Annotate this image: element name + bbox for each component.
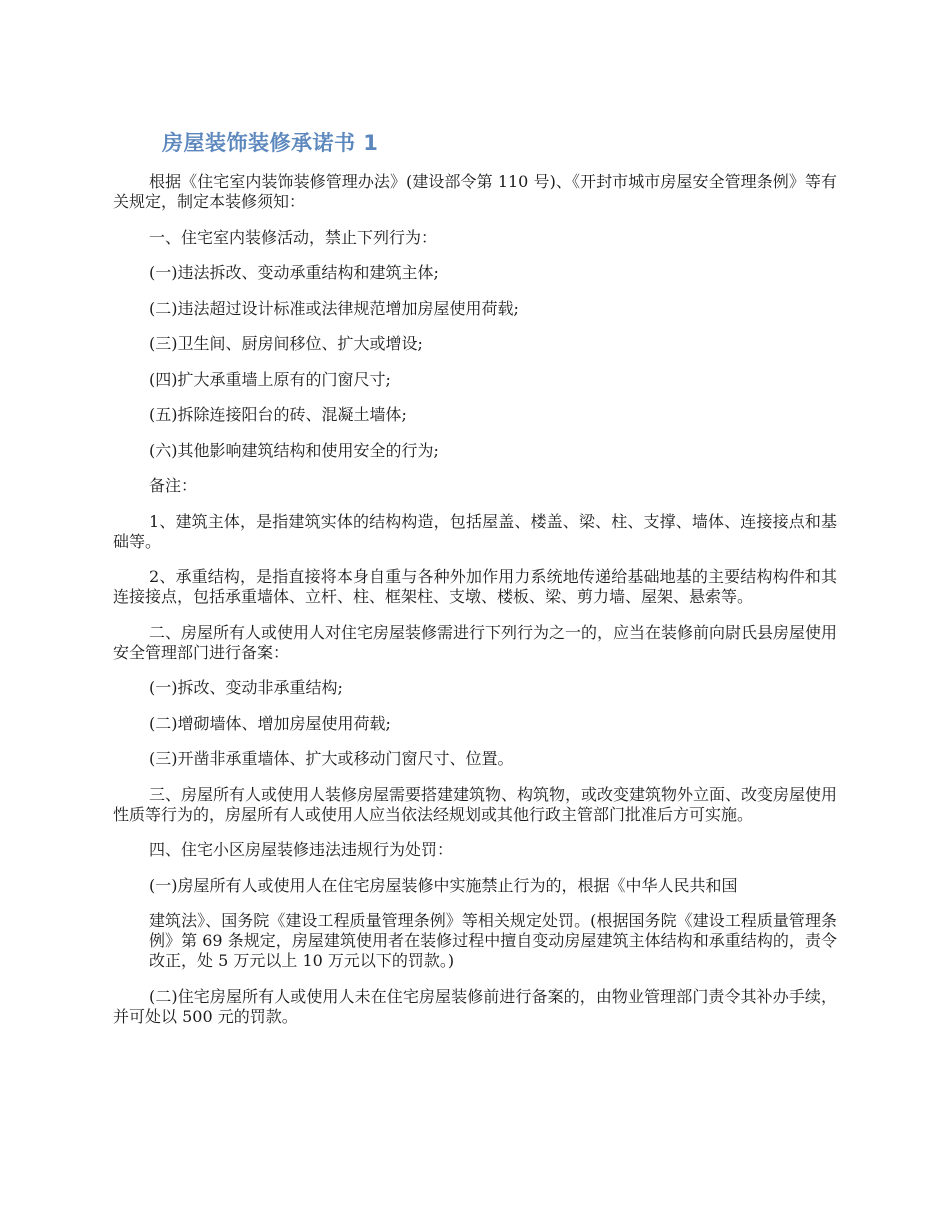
list-item-continuation: 建筑法》、国务院《建设工程质量管理条例》等相关规定处罚。(根据国务院《建设工程质量管理条例》第 69 条规定，房屋建筑使用者在装修过程中擅自变动房屋建筑主体结构和承重结构的，责令改正，处 5 万元以上 10 万元以下的罚款。) [149, 911, 837, 970]
note-item: 2、承重结构，是指直接将本身自重与各种外加作用力系统地传递给基础地基的主要结构构件和其连接接点，包括承重墙体、立杆、柱、框架柱、支墩、楼板、梁、剪力墙、屋架、悬索等。 [113, 567, 837, 606]
list-item: (一)违法拆改、变动承重结构和建筑主体; [149, 263, 439, 282]
section-heading-1: 一、住宅室内装修活动，禁止下列行为： [149, 227, 438, 247]
list-item: (三)卫生间、厨房间移位、扩大或增设; [149, 334, 423, 353]
note-item: 1、建筑主体，是指建筑实体的结构构造，包括屋盖、楼盖、梁、柱、支撑、墙体、连接接点和基础等。 [113, 511, 837, 551]
document-title: 房屋装饰装修承诺书 1 [162, 131, 379, 155]
list-item: (一)房屋所有人或使用人在住宅房屋装修中实施禁止行为的，根据《中华人民共和国 [149, 875, 738, 895]
list-item: (五)拆除连接阳台的砖、混凝土墙体; [149, 405, 407, 424]
list-item: (六)其他影响建筑结构和使用安全的行为; [149, 440, 439, 460]
section-heading-3: 三、房屋所有人或使用人装修房屋需要搭建建筑物、构筑物，或改变建筑物外立面、改变房屋使用性质等行为的，房屋所有人或使用人应当依法经规划或其他行政主管部门批准后方可实施。 [113, 784, 838, 824]
list-item: (三)开凿非承重墙体、扩大或移动门窗尺寸、位置。 [149, 749, 514, 768]
list-item: (二)违法超过设计标准或法律规范增加房屋使用荷载; [149, 298, 519, 318]
list-item: (二)住宅房屋所有人或使用人未在住宅房屋装修前进行备案的，由物业管理部门责令其补办手续，并可处以 500 元的罚款。 [113, 986, 837, 1026]
note-label: 备注： [149, 476, 198, 495]
list-item: (二)增砌墙体、增加房屋使用荷载; [149, 713, 391, 733]
section-heading-4: 四、住宅小区房屋装修违法违规行为处罚： [149, 840, 454, 859]
paragraph-intro: 根据《住宅室内装饰装修管理办法》(建设部令第 110 号)、《开封市城市房屋安全管理条例》等有关规定，制定本装修须知： [113, 172, 837, 211]
section-heading-2: 二、房屋所有人或使用人对住宅房屋装修需进行下列行为之一的，应当在装修前向尉氏县房屋使用安全管理部门进行备案： [113, 622, 838, 662]
document-body [113, 172, 837, 1042]
list-item: (一)拆改、变动非承重结构; [149, 678, 343, 697]
list-item: (四)扩大承重墙上原有的门窗尺寸; [149, 369, 391, 389]
